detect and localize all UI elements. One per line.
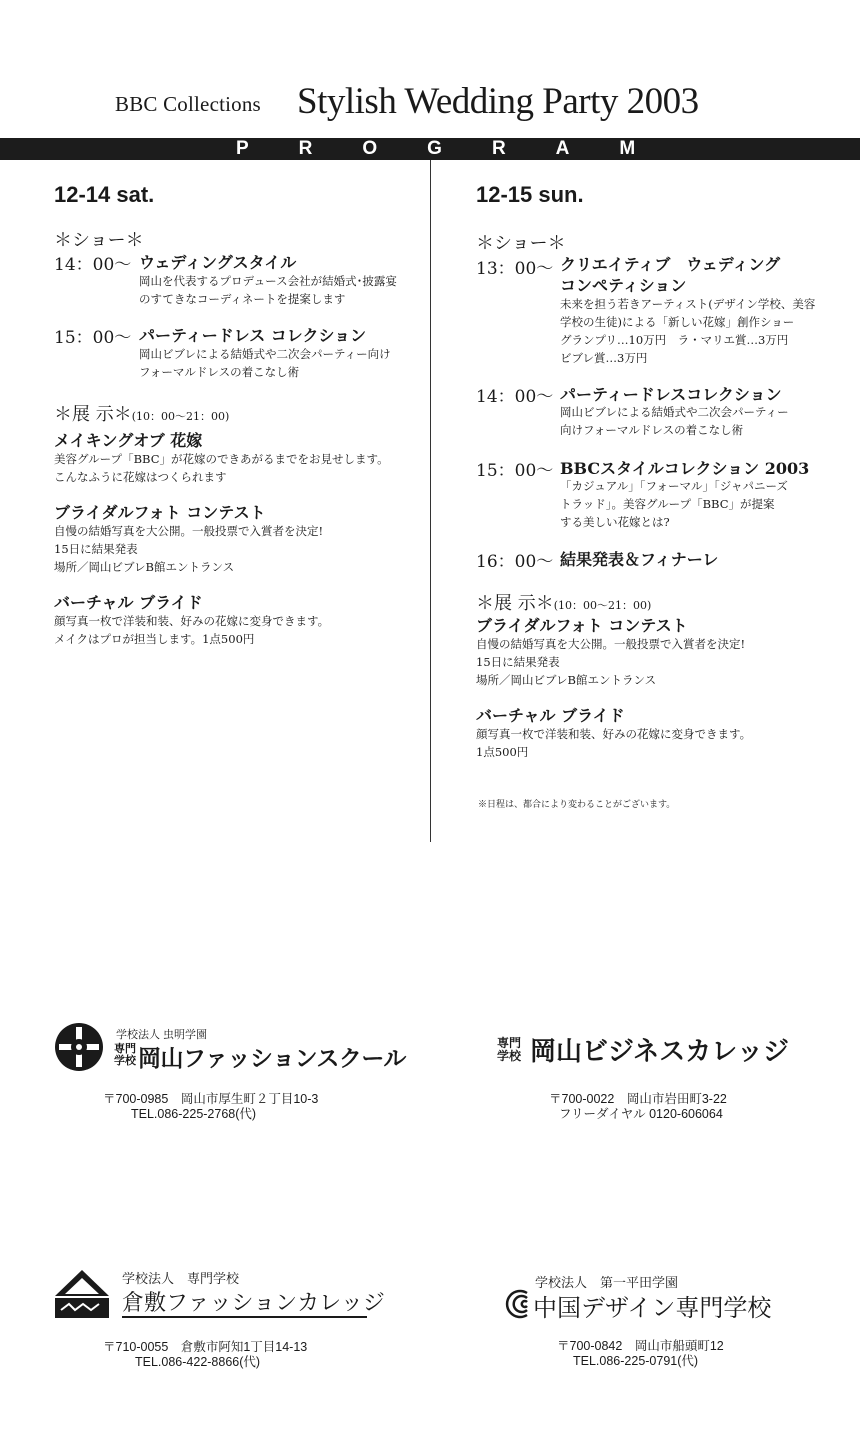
school-1-contact: 〒700-0985 岡山市厚生町２丁目10-3 TEL.086-225-2768(代) (103, 1092, 319, 1121)
left-exhibit-1-desc: 美容グループ「BBC」が花嫁のできあがるまでをお見せします。 こんなふうに花嫁はつくられます (54, 452, 389, 484)
left-exhibit-3-desc: 顔写真一枚で洋装和装、好みの花嫁に変身できます。 メイクはプロが担当します。1点500円 (54, 614, 330, 646)
left-event-2-desc: 岡山ビブレによる結婚式や二次会パーティー向け フォーマルドレスの着こなし術 (139, 347, 391, 379)
school-2-contact: 〒700-0022 岡山市岩田町3-22 フリーダイヤル 0120-606064 (549, 1092, 727, 1121)
right-exhibit-2-title: バーチャル ブライド (476, 706, 625, 725)
school-4-name: 中国デザイン専門学校 (533, 1295, 772, 1322)
left-exhibit-2-title: ブライダルフォト コンテスト (54, 503, 266, 522)
right-event-1-desc: 未来を担う若きアーティスト(デザイン学校、美容 学校の生徒)による「新しい花嫁」創作ショー グランプリ…10万円 ラ・マリエ賞…3万円 ビブレ賞…3万円 (560, 297, 816, 365)
right-exhibit-heading: ＊展 示＊(10：00～21：00) (476, 593, 652, 614)
school-2-kind: 専門 学校 (497, 1036, 522, 1063)
left-event-2-title: パーティードレス コレクション (139, 326, 367, 345)
right-event-3-desc: 「カジュアル」「フォーマル」「ジャパニーズ トラッド」。美容グループ「BBC」が提案 する美しい花嫁とは? (560, 479, 788, 529)
right-exhibit-1-desc: 自慢の結婚写真を大公開。一般投票で入賞者を決定! 15日に結果発表 場所／岡山ビブレB館エントランス (476, 637, 746, 687)
kurashiki-fashion-college-logo-icon (53, 1268, 111, 1320)
right-event-1-time: 13：00～ (476, 259, 554, 279)
right-event-3-title: BBCスタイルコレクション 2003 (560, 459, 810, 478)
right-event-4-title: 結果発表＆フィナーレ (560, 550, 719, 569)
right-exhibit-2-desc: 顔写真一枚で洋装和装、好みの花嫁に変身できます。 1点500円 (476, 727, 752, 759)
right-show-heading: ＊ショー＊ (476, 233, 566, 254)
left-show-heading: ＊ショー＊ (54, 230, 144, 251)
left-exhibit-3-title: バーチャル ブライド (54, 593, 203, 612)
right-exhibit-hours: (10：00～21：00) (553, 599, 652, 612)
left-event-1-time: 14：00～ (54, 255, 132, 275)
school-1-org: 学校法人 虫明学園 (116, 1029, 208, 1041)
school-3-name: 倉敷ファッションカレッジ (122, 1290, 385, 1315)
right-event-2-desc: 岡山ビブレによる結婚式や二次会パーティー 向けフォーマルドレスの着こなし術 (560, 405, 789, 437)
right-event-4-time: 16：00～ (476, 552, 554, 572)
right-event-2-title: パーティードレスコレクション (560, 385, 782, 404)
right-day-heading: 12-15 sun. (476, 182, 584, 207)
left-event-2-time: 15：00～ (54, 328, 132, 348)
left-exhibit-heading: ＊展 示＊(10：00～21：00) (54, 404, 230, 425)
right-event-3-time: 15：00～ (476, 461, 554, 481)
left-day-heading: 12-14 sat. (54, 182, 155, 207)
brand-name: BBC Collections (115, 92, 261, 116)
right-event-1-title: クリエイティブ ウェディング コンペティション (560, 255, 781, 295)
left-exhibit-hours: (10：00～21：00) (131, 410, 230, 423)
school-4-contact: 〒700-0842 岡山市船頭町12 TEL.086-225-0791(代) (557, 1339, 724, 1368)
program-bar (0, 138, 860, 160)
school-3-underline (122, 1316, 367, 1318)
right-exhibit-1-title: ブライダルフォト コンテスト (476, 616, 688, 635)
program-label: PROGRAM (236, 138, 686, 159)
school-2-name: 岡山ビジネスカレッジ (530, 1036, 789, 1066)
school-1-kind: 専門 学校 (114, 1043, 136, 1067)
chugoku-design-logo-icon (497, 1289, 531, 1319)
left-event-1-title: ウェディングスタイル (139, 253, 297, 272)
left-exhibit-1-title: メイキングオブ 花嫁 (54, 431, 203, 450)
school-3-contact: 〒710-0055 倉敷市阿知1丁目14-13 TEL.086-422-8866(代) (103, 1340, 308, 1369)
school-3-org: 学校法人 専門学校 (122, 1271, 240, 1286)
right-event-2-time: 14：00～ (476, 387, 554, 407)
page-title: Stylish Wedding Party 2003 (297, 81, 699, 122)
school-1-name: 岡山ファッションスクール (138, 1045, 406, 1071)
left-event-1-desc: 岡山を代表するプロデュース会社が結婚式･披露宴 のすてきなコーディネートを提案します (139, 274, 397, 306)
okayama-fashion-school-logo-icon (53, 1021, 105, 1073)
school-4-org: 学校法人 第一平田学園 (535, 1275, 679, 1290)
left-exhibit-2-desc: 自慢の結婚写真を大公開。一般投票で入賞者を決定! 15日に結果発表 場所／岡山ビブレB館エントランス (54, 524, 324, 574)
column-divider (430, 160, 431, 842)
schedule-note: ※日程は、都合により変わることがございます。 (478, 800, 676, 810)
